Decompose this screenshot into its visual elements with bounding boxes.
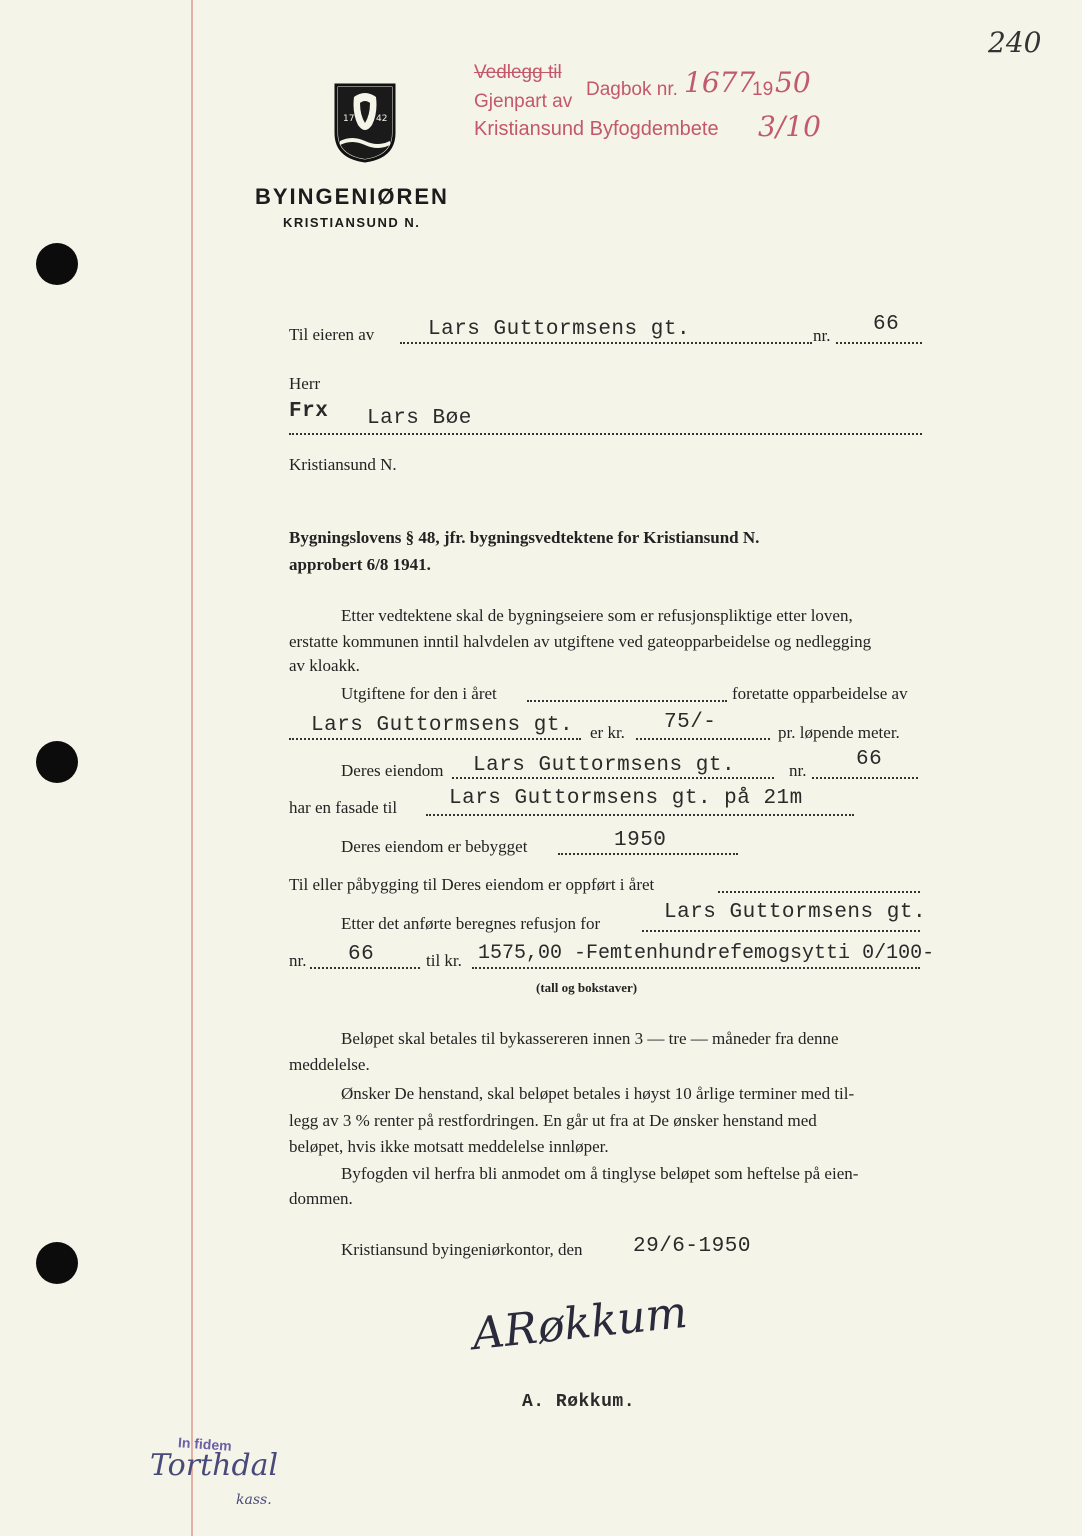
clerk-abbreviation: kass. <box>236 1492 272 1508</box>
rate-value: 75/- <box>664 711 717 734</box>
dotted-line <box>452 777 774 779</box>
owner-label: Til eieren av <box>289 325 375 344</box>
addressee-name: Lars Bøe <box>367 407 472 430</box>
stamp-gjenpart: Gjenpart av <box>474 91 573 112</box>
dotted-line <box>642 930 920 932</box>
payment-p3-line: Byfogden vil herfra bli anmodet om å tinglyse beløpet som heftelse på eien- <box>341 1164 859 1183</box>
eiendom-label: Deres eiendom <box>341 761 444 780</box>
bebygget-year: 1950 <box>614 829 667 852</box>
owner-street: Lars Guttormsens gt. <box>428 318 691 341</box>
owner-nr: 66 <box>873 313 900 336</box>
stamp-dagbok-number: 1677 <box>684 66 756 99</box>
stamp-dagbok-label: Dagbok nr. <box>586 79 678 100</box>
refusjon-street: Lars Guttormsens gt. <box>664 901 927 924</box>
owner-nr-label: nr. <box>813 326 831 345</box>
dotted-line <box>558 853 738 855</box>
stamp-year-prefix: 19 <box>752 79 774 100</box>
closing-label: Kristiansund byingeniørkontor, den <box>341 1240 583 1259</box>
payment-p3-line: dommen. <box>289 1189 353 1208</box>
dotted-line <box>289 738 581 740</box>
addressee-city: Kristiansund N. <box>289 455 397 474</box>
para1-line: av kloakk. <box>289 656 360 675</box>
page-number: 240 <box>988 26 1042 59</box>
eiendom-nr: 66 <box>856 748 883 771</box>
letterhead-title: BYINGENIØREN <box>255 184 449 209</box>
dotted-line <box>812 777 918 779</box>
stamp-date: 3/10 <box>758 110 821 143</box>
til-kr-label: til kr. <box>426 951 462 970</box>
payment-p2-line: Ønsker De henstand, skal beløpet betales i høyst 10 årlige terminer med til- <box>341 1084 855 1103</box>
stamp-struck-text: Vedlegg til <box>474 62 562 83</box>
refusjon-label: Etter det anførte beregnes refusjon for <box>341 914 601 933</box>
stamp-office: Kristiansund Byfogdembete <box>474 118 719 140</box>
coat-of-arms-icon <box>334 83 396 163</box>
dotted-line <box>527 700 727 702</box>
tall-og-bokstaver: (tall og bokstaver) <box>536 980 638 995</box>
eiendom-street: Lars Guttormsens gt. <box>473 754 736 777</box>
herr-label: Herr <box>289 374 321 393</box>
heading-line-1: Bygningslovens § 48, jfr. bygningsvedtektene for Kristiansund N. <box>289 528 760 547</box>
dotted-line <box>400 342 812 344</box>
margin-line <box>191 0 193 1536</box>
payment-p2-line: beløpet, hvis ikke motsatt meddelelse innløper. <box>289 1137 609 1156</box>
dotted-line <box>426 814 854 816</box>
bebygget-label: Deres eiendom er bebygget <box>341 837 528 856</box>
clerk-signature: Torthdal <box>150 1448 279 1483</box>
handwritten-signature: ARøkkum <box>469 1286 690 1361</box>
letterhead-subtitle: KRISTIANSUND N. <box>283 215 421 230</box>
crest-year-right: 42 <box>376 114 388 124</box>
nr-label: nr. <box>289 951 307 970</box>
per-meter-label: pr. løpende meter. <box>778 723 900 742</box>
er-kr-label: er kr. <box>590 723 625 742</box>
para1-line: Etter vedtektene skal de bygningseiere som er refusjonspliktige etter loven, <box>341 606 853 625</box>
payment-p2-line: legg av 3 % renter på restfordringen. En går ut fra at De ønsker henstand med <box>289 1111 817 1130</box>
fasade-value: Lars Guttormsens gt. på 21m <box>449 787 803 810</box>
heading-line-2: approbert 6/8 1941. <box>289 555 431 574</box>
foretatte-label: foretatte opparbeidelse av <box>732 684 908 703</box>
crest-year-left: 17 <box>343 114 355 124</box>
dotted-line <box>836 342 922 344</box>
in-fidem-stamp: In fidem <box>177 1434 233 1454</box>
dotted-line <box>310 967 420 969</box>
dotted-line <box>636 738 770 740</box>
struck-prefix: Frx <box>289 400 329 423</box>
dotted-line <box>472 967 920 969</box>
dotted-line <box>718 891 920 893</box>
pabygging-label: Til eller påbygging til Deres eiendom er oppført i året <box>289 875 655 894</box>
stamp-year-suffix: 50 <box>775 66 811 99</box>
payment-p1-line: Beløpet skal betales til bykassereren innen 3 — tre — måneder fra denne <box>341 1029 839 1048</box>
punch-hole <box>36 741 78 783</box>
nr-value: 66 <box>348 943 375 966</box>
eiendom-nr-label: nr. <box>789 761 807 780</box>
signatory-name: A. Røkkum. <box>522 1392 636 1412</box>
fasade-label: har en fasade til <box>289 798 398 817</box>
closing-date: 29/6-1950 <box>633 1235 751 1258</box>
punch-hole <box>36 1242 78 1284</box>
para1-line: erstatte kommunen inntil halvdelen av utgiftene ved gateopparbeidelse og nedlegging <box>289 632 872 651</box>
payment-p1-line: meddelelse. <box>289 1055 370 1074</box>
dotted-line <box>289 433 922 435</box>
street-fill: Lars Guttormsens gt. <box>311 714 574 737</box>
amount-value: 1575,00 -Femtenhundrefemogsytti 0/100- <box>478 942 935 965</box>
utgiftene-label: Utgiftene for den i året <box>341 684 497 703</box>
punch-hole <box>36 243 78 285</box>
